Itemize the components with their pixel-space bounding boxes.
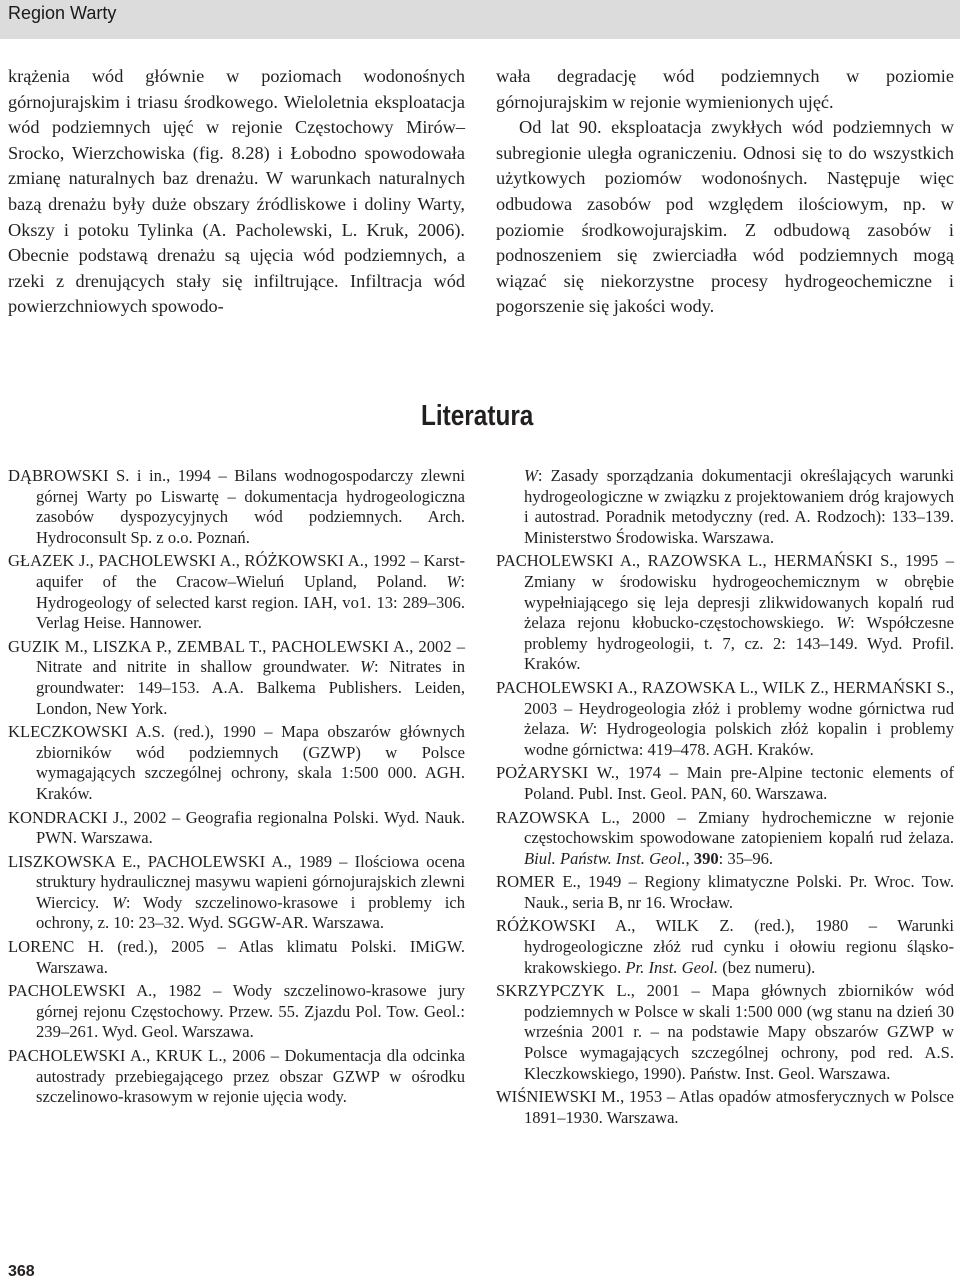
reference-text: , 1980 – Warunki hydrogeologiczne złóż rud cynku i ołowiu regionu śląsko-krakowskiego. (524, 916, 954, 977)
page-number: 368 (8, 1263, 35, 1280)
reference-text: , 2001 – Mapa głównych zbiorników wód podziemnych w Polsce w skali 1:500 000 (wg stanu na dzień 30 września 2001 r. – na podstawie Mapy obszarów GZWP w Polsce wymagających szczególnej ochrony, pod red. A.S. Kleczkowskiego, 1990). Państw. Inst. Geol. Warszawa. (524, 981, 955, 1083)
body-paragraph: wała degradację wód podziemnych w poziomie górnojurajskim w rejonie wymienionych ujęć. (496, 66, 954, 112)
reference-entry (8, 937, 465, 978)
reference-text: , 1992 – Karst-aquifer of the Cracow–Wieluń Upland, Poland. (36, 551, 466, 591)
reference-authors: WIŚNIEWSKI M. (496, 1087, 621, 1107)
reference-entry (496, 981, 954, 1084)
body-column-left (8, 64, 465, 320)
reference-entry (496, 808, 954, 870)
reference-text: , 1989 – Ilościowa ocena struktury hydraulicznej masywu wapieni górnojurajskich zlewni Wiercicy. (36, 851, 465, 912)
reference-text: : Wody szczelinowo-krasowe i problemy ich ochrony, z. 10: 23–32. Wyd. SGGW-AR. Warszawa. (36, 892, 465, 933)
reference-authors: GUZIK M., LISZKA P., ZEMBAL T., PACHOLEWSKI A. (8, 636, 410, 656)
reference-italic: W (578, 719, 593, 739)
reference-italic: W (836, 613, 851, 633)
reference-authors: POŻARYSKI W. (496, 763, 615, 783)
reference-authors: PACHOLEWSKI A., RAZOWSKA L., WILK Z., HERMAŃSKI S. (496, 677, 950, 697)
reference-italic: W (360, 657, 374, 677)
reference-text: : Hydrogeologia polskich złóż kopalin i problemy wodne górnictwa: 419–478. AGH. Kraków. (524, 719, 954, 759)
reference-entry (8, 466, 465, 548)
reference-authors: KONDRACKI J. (8, 807, 124, 827)
section-heading-wrap (421, 398, 960, 434)
reference-entry (8, 1046, 465, 1108)
reference-italic: W (446, 571, 461, 591)
reference-entry (496, 916, 954, 978)
references-column-left (8, 466, 465, 1111)
reference-authors: GŁAZEK J., PACHOLEWSKI A., RÓŻKOWSKI A. (8, 551, 364, 571)
reference-text: , 1949 – Regiony klimatyczne Polski. Pr. Wroc. Tow. Nauk., seria B, nr 16. Wrocław. (524, 872, 954, 912)
reference-text: , 2005 – Atlas klimatu Polski. IMiGW. Warszawa. (36, 937, 465, 977)
running-title: Region Warty (8, 3, 117, 23)
reference-entry (496, 763, 954, 804)
reference-text: : Hydrogeology of selected karst region. IAH, vo1. 13: 289–306. Verlag Heise. Hannower. (36, 571, 465, 633)
reference-text: , 1953 – Atlas opadów atmosferycznych w Polsce 1891–1930. Warszawa. (524, 1087, 954, 1127)
reference-italic: W (112, 892, 126, 912)
reference-entry (496, 678, 954, 760)
reference-text: , 2002 – Geografia regionalna Polski. Wyd. Nauk. PWN. Warszawa. (36, 807, 465, 848)
reference-authors: RAZOWSKA L. (496, 807, 616, 827)
reference-entry (496, 466, 954, 548)
reference-entry (8, 981, 465, 1043)
reference-authors: LORENC H. (red.) (8, 937, 154, 957)
reference-text: : 35–96. (718, 848, 774, 868)
reference-text: , 1974 – Main pre-Alpine tectonic elements of Poland. Publ. Inst. Geol. PAN, 60. Warszawa. (524, 763, 954, 803)
reference-text: : Zasady sporządzania dokumentacji określających warunki hydrogeologiczne w związku z projektowaniem dróg krajowych i autostrad. Poradnik metodyczny (red. A. Rodzoch): 133–139. Ministerstwo Środowiska. Warszawa. (524, 466, 954, 547)
reference-entry (8, 637, 465, 719)
reference-entry (8, 852, 465, 934)
reference-italic: Biul. Państw. Inst. Geol. (524, 848, 686, 868)
reference-authors: RÓŻKOWSKI A., WILK Z. (red.) (496, 916, 791, 936)
reference-text: , 2000 – Zmiany hydrochemiczne w rejonie częstochowskim spowodowane zatopieniem kopalń rud żelaza. (524, 807, 955, 848)
reference-authors: DĄBROWSKI S. i in. (8, 466, 167, 485)
body-column-right (496, 64, 954, 320)
reference-entry (8, 808, 465, 849)
reference-authors: SKRZYPCZYK L. (496, 981, 631, 1001)
running-header (0, 0, 960, 39)
reference-entry (496, 872, 954, 913)
reference-entry (496, 551, 954, 675)
reference-italic: W (524, 466, 538, 485)
references-column-right (496, 466, 954, 1131)
reference-entry (496, 1087, 954, 1128)
reference-authors: PACHOLEWSKI A. (8, 981, 153, 1001)
reference-text: : Nitrates in groundwater: 149–153. A.A. Balkema Publishers. Leiden, London, New York. (36, 657, 466, 718)
reference-authors: PACHOLEWSKI A., RAZOWSKA L., HERMAŃSKI S. (496, 551, 894, 571)
reference-authors: PACHOLEWSKI A., KRUK L. (8, 1046, 223, 1066)
reference-entry (8, 722, 465, 804)
reference-text: , (685, 848, 694, 868)
body-paragraph: Od lat 90. eksploatacja zwykłych wód podziemnych w subregionie uległa ograniczeniu. Odnosi się to do wszystkich użytkowych poziomów wodonośnych. Następuje więc odbudowa zasobów pod względem ilościowym, np. w poziomie środkowojurajskim. Z odbudową zasobów i podnoszeniem się zwierciadła wód podziemnych mogą wiązać się niekorzystne procesy hydrogeochemiczne i pogorszenie się jakości wody. (496, 117, 954, 317)
reference-authors: LISZKOWSKA E., PACHOLEWSKI A. (8, 851, 288, 871)
reference-volume: 390 (693, 848, 719, 868)
reference-entry (8, 551, 465, 633)
reference-text: , 1990 – Mapa obszarów głównych zbiorników wód podziemnych (GZWP) w Polsce wymagających szczególnej ochrony, skala 1:500 000. AGH. Kraków. (36, 722, 465, 803)
section-heading: Literatura (421, 400, 534, 432)
reference-text: , 2006 – Dokumentacja dla odcinka autostrady przebiegającego przez obszar GZWP w ośrodku szczelinowo-krasowym w rejonie ujęcia wody. (36, 1046, 465, 1107)
reference-text: : Współczesne problemy hydrogeologii, t. 7, cz. 2: 143–149. Wyd. Profil. Kraków. (524, 613, 954, 674)
reference-italic: Pr. Inst. Geol. (625, 957, 719, 977)
body-paragraph: krążenia wód głównie w poziomach wodonośnych górnojurajskim i triasu środkowego. Wieloletnia eksploatacja wód podziemnych ujęć w rejonie Częstochowy Mirów–Srocko, Wierzchowiska (fig. 8.28) i Łobodno spowodowała zmianę naturalnych baz drenażu. W warunkach naturalnych bazą drenażu były duże obszary źródliskowe i doliny Warty, Okszy i potoku Tylinka (A. Pacholewski, L. Kruk, 2006). Obecnie podstawą drenażu są ujęcia wód podziemnych, a rzeki z drenujących stały się infiltrujące. Infiltracja wód powierzchniowych spowodo- (8, 66, 465, 317)
reference-text: , 1994 – Bilans wodnogospodarczy zlewni górnej Warty po Liswartę – dokumentacja hydrogeologiczna zasobów dyspozycyjnych wód podziemnych. Arch. Hydroconsult Sp. z o.o. Poznań. (36, 466, 465, 547)
reference-text: , 2002 – Nitrate and nitrite in shallow groundwater. (36, 636, 466, 677)
reference-text: , 2003 – Heydrogeologia złóż i problemy wodne górnictwa rud żelaza. (524, 677, 954, 739)
reference-text: , 1995 – Zmiany w środowisku hydrogeochemicznym w obrębie wypełniającego się leja depresji zlikwidowanych kopalń rud żelaza rejonu kłobucko-częstochowskiego. (524, 551, 954, 633)
reference-text: (bez numeru). (718, 957, 816, 977)
reference-authors: KLECZKOWSKI A.S. (red.) (8, 722, 210, 742)
reference-authors: ROMER E. (496, 872, 577, 892)
reference-text: , 1982 – Wody szczelinowo-krasowe jury górnej rejonu Częstochowy. Przew. 55. Zjazdu Pol. Tow. Geol.: 239–261. Wyd. Geol. Warszawa. (36, 981, 465, 1042)
